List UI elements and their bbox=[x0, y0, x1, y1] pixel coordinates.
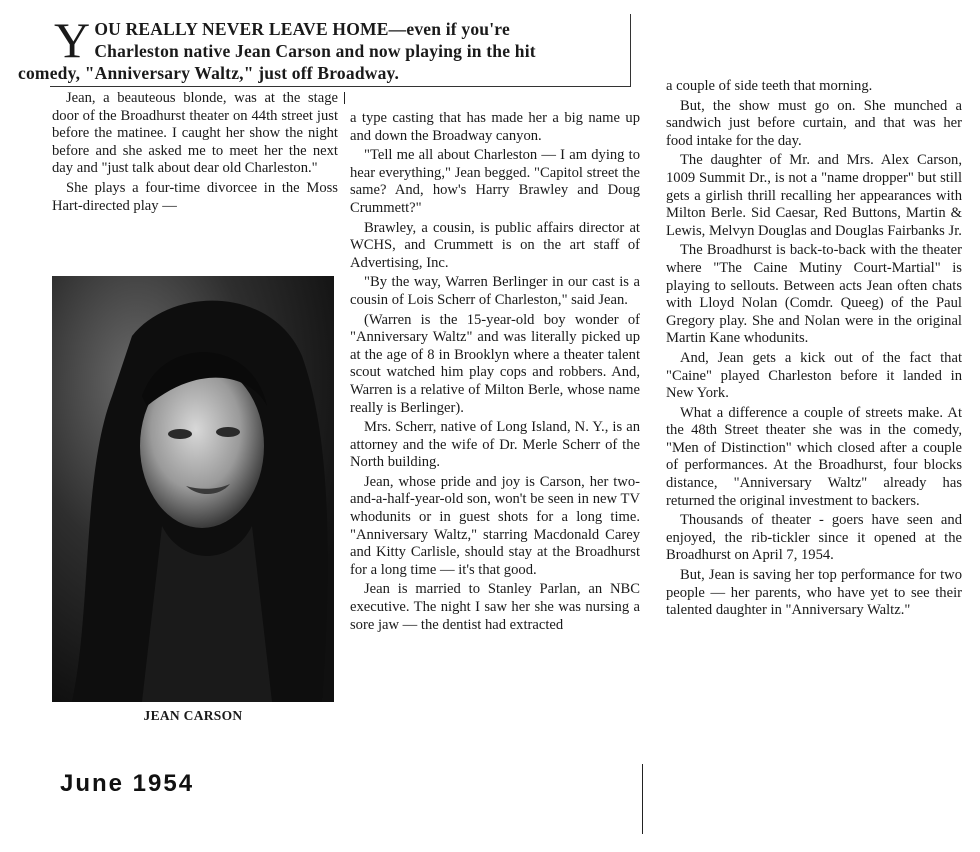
paragraph: But, Jean is saving her top performance for two people — her parents, who have yet to see their talented daughter in "Anniversary Waltz." bbox=[666, 567, 962, 619]
paragraph: "Tell me all about Charleston — I am dying to hear everything," Jean begged. "Capitol street the same? And, how's Harry Brawley and Doug Crummett?" bbox=[350, 147, 640, 216]
paragraph: "By the way, Warren Berlinger in our cast is a cousin of Lois Scherr of Charleston," said Jean. bbox=[350, 274, 640, 308]
paragraph: Jean, whose pride and joy is Carson, her two-and-a-half-year-old son, won't be seen in new TV whodunits or in guest shots for a long time. "Anniversary Waltz," starring Macdonald Carey and Kitty Carlisle, should stay at the Broadhurst for a long time — it's that good. bbox=[350, 473, 640, 578]
column-divider bbox=[344, 92, 345, 104]
photo-caption: JEAN CARSON bbox=[143, 708, 243, 723]
headline-line-3: comedy, "Anniversary Waltz," just off Broadway. bbox=[18, 63, 400, 83]
paragraph: Thousands of theater - goers have seen and enjoyed, the rib-tickler since it opened at the Broadhurst on April 7, 1954. bbox=[666, 512, 962, 564]
article-column-3 bbox=[666, 78, 962, 622]
headline-drop-cap: Y bbox=[54, 12, 91, 68]
paragraph: She plays a four-time divorcee in the Moss Hart-directed play — bbox=[52, 179, 338, 214]
headline-line-2: Charleston native Jean Carson and now playing in the hit bbox=[94, 41, 536, 61]
headline bbox=[18, 12, 634, 84]
paragraph: Brawley, a cousin, is public affairs director at WCHS, and Crummett is on the art staff of Advertising, Inc. bbox=[350, 219, 640, 271]
paragraph: Mrs. Scherr, native of Long Island, N. Y., is an attorney and the wife of Dr. Merle Scherr of the North building. bbox=[350, 419, 640, 471]
portrait-photo bbox=[52, 276, 334, 702]
paragraph: Jean, a beauteous blonde, was at the stage door of the Broadhurst theater on 44th street just before the matinee. I caught her show the night before and she asked me to meet her the next day and "just talk about dear old Charleston." bbox=[52, 90, 338, 177]
article-column-1 bbox=[52, 90, 338, 217]
column-divider bbox=[642, 764, 643, 834]
portrait-image bbox=[52, 276, 334, 702]
paragraph: The daughter of Mr. and Mrs. Alex Carson, 1009 Summit Dr., is not a "name dropper" but still gets a girlish thrill recalling her appearances with Milton Berle. Sid Caesar, Red Buttons, Martin & Lewis, Melvyn Douglas and Douglas Fairbanks Jr. bbox=[666, 152, 962, 239]
date-annotation: June 1954 bbox=[60, 770, 195, 797]
paragraph: a couple of side teeth that morning. bbox=[666, 78, 873, 94]
paragraph: And, Jean gets a kick out of the fact that "Caine" played Charleston before it landed in New York. bbox=[666, 349, 962, 402]
paragraph: What a difference a couple of streets make. At the 48th Street theater she was in the comedy, "Men of Distinction" which closed after a couple of performances. At the Broadhurst, four blocks distance, "Anniversary Waltz" already has returned the original investment to backers. bbox=[666, 404, 962, 509]
paragraph: a type casting that has made her a big name up and down the Broadway canyon. bbox=[350, 110, 640, 144]
paragraph: But, the show must go on. She munched a sandwich just before curtain, and that was her food intake for the day. bbox=[666, 97, 962, 149]
newspaper-clipping bbox=[18, 12, 966, 844]
article-column-2 bbox=[350, 110, 640, 636]
paragraph: Jean is married to Stanley Parlan, an NBC executive. The night I saw her she was nursing a sore jaw — the dentist had extracted bbox=[350, 581, 640, 633]
paragraph: (Warren is the 15-year-old boy wonder of "Anniversary Waltz" and was literally picked up at the age of 8 in Brooklyn where a theater talent scout watched him play cops and robbers. And, Warren is a relative of Milton Berle, whose name really is Berlinger). bbox=[350, 311, 640, 416]
headline-line-1: OU REALLY NEVER LEAVE HOME—even if you're bbox=[94, 19, 510, 39]
paragraph: The Broadhurst is back-to-back with the theater where "The Caine Mutiny Court-Martial" is playing to sellouts. Between acts Jean often chats with Lloyd Nolan (Comdr. Queeg) of the Paul Gregory play. She and Nolan were in the original Martin Kane whodunits. bbox=[666, 242, 962, 347]
